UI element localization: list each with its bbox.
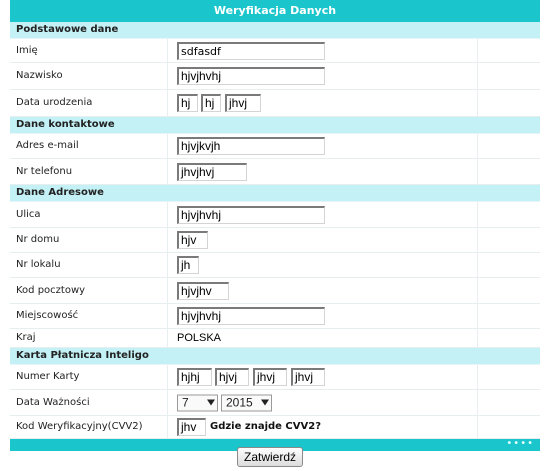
house-no-label: Nr domu — [16, 234, 60, 245]
flat-no-input[interactable]: jh — [177, 256, 199, 274]
row-postal-code — [10, 278, 540, 304]
verification-form — [10, 0, 540, 451]
cell-divider — [477, 416, 478, 438]
first-name-label: Imię — [16, 45, 38, 56]
cell-divider — [167, 202, 168, 227]
last-name-label: Nazwisko — [16, 70, 63, 81]
cell-divider — [477, 159, 478, 184]
country-label: Kraj — [16, 332, 36, 343]
flat-no-label: Nr lokalu — [16, 259, 61, 270]
card-number-part-1[interactable]: hjhj — [177, 368, 212, 386]
birth-day-input[interactable]: hj — [177, 94, 198, 112]
row-email — [10, 134, 540, 159]
postal-code-label: Kod pocztowy — [16, 285, 86, 296]
row-cvv — [10, 416, 540, 439]
card-number-part-3[interactable]: jhvj — [253, 368, 287, 386]
cell-divider — [167, 416, 168, 438]
row-card-number — [10, 365, 540, 390]
expiry-month-value: 7 — [182, 395, 189, 409]
first-name-input[interactable]: sdfasdf — [177, 42, 325, 60]
birth-year-input[interactable]: jhvj — [225, 94, 261, 112]
cell-divider — [477, 90, 478, 116]
row-phone — [10, 159, 540, 185]
street-input[interactable]: hjvjhvhj — [177, 206, 325, 224]
row-city — [10, 304, 540, 329]
email-input[interactable]: hjvjkvjh — [177, 137, 325, 155]
expiry-year-select[interactable] — [221, 394, 272, 411]
row-house-no — [10, 228, 540, 253]
birth-month-input[interactable]: hj — [201, 94, 221, 112]
cell-divider — [477, 304, 478, 328]
section-contact: Dane kontaktowe — [10, 117, 540, 134]
expiry-label: Data Ważności — [16, 397, 90, 408]
form-title: Weryfikacja Danych — [10, 0, 540, 22]
street-label: Ulica — [16, 209, 41, 220]
city-label: Miejscowość — [16, 310, 79, 321]
country-value: POLSKA — [177, 332, 222, 344]
cell-divider — [477, 63, 478, 89]
cell-divider — [167, 278, 168, 303]
row-first-name — [10, 39, 540, 63]
cell-divider — [167, 228, 168, 252]
card-number-label: Numer Karty — [16, 371, 80, 382]
submit-button[interactable]: Zatwierdź — [237, 447, 303, 467]
cell-divider — [167, 134, 168, 158]
cell-divider — [477, 365, 478, 389]
cell-divider — [167, 329, 168, 347]
birth-date-label: Data urodzenia — [16, 97, 93, 108]
cvv-label: Kod Weryfikacyjny(CVV2) — [16, 421, 143, 432]
cell-divider — [167, 253, 168, 277]
city-input[interactable]: hjvjhvhj — [177, 307, 325, 325]
footer-dots: •••• — [506, 438, 534, 449]
cell-divider — [477, 228, 478, 252]
cell-divider — [477, 329, 478, 347]
row-flat-no — [10, 253, 540, 278]
row-last-name — [10, 63, 540, 90]
email-label: Adres e-mail — [16, 140, 79, 151]
phone-input[interactable]: jhvjhvj — [177, 163, 247, 181]
cell-divider — [477, 39, 478, 62]
expiry-year-value: 2015 — [226, 395, 253, 409]
cell-divider — [167, 39, 168, 62]
section-basic: Podstawowe dane — [10, 22, 540, 39]
cell-divider — [167, 159, 168, 184]
row-country — [10, 329, 540, 348]
phone-label: Nr telefonu — [16, 166, 73, 177]
cell-divider — [167, 304, 168, 328]
row-street — [10, 202, 540, 228]
card-number-part-2[interactable]: hjvj — [215, 368, 249, 386]
cell-divider — [167, 63, 168, 89]
cell-divider — [477, 202, 478, 227]
card-number-part-4[interactable]: jhvj — [291, 368, 325, 386]
row-expiry — [10, 390, 540, 416]
chevron-down-icon — [261, 399, 269, 405]
cell-divider — [477, 278, 478, 303]
cell-divider — [167, 90, 168, 116]
section-address: Dane Adresowe — [10, 185, 540, 202]
postal-code-input[interactable]: hjvjhv — [177, 282, 229, 300]
section-card: Karta Płatnicza Inteligo — [10, 348, 540, 365]
cell-divider — [477, 253, 478, 277]
cell-divider — [167, 365, 168, 389]
expiry-month-select[interactable] — [177, 394, 218, 411]
row-birth-date — [10, 90, 540, 117]
cell-divider — [477, 134, 478, 158]
last-name-input[interactable]: hjvjhvhj — [177, 67, 325, 85]
cvv-input[interactable]: jhv — [177, 418, 206, 436]
cell-divider — [167, 390, 168, 415]
cvv-help-link[interactable]: Gdzie znajde CVV2? — [210, 421, 321, 432]
chevron-down-icon — [207, 399, 215, 405]
cell-divider — [477, 390, 478, 415]
house-no-input[interactable]: hjv — [177, 231, 208, 249]
